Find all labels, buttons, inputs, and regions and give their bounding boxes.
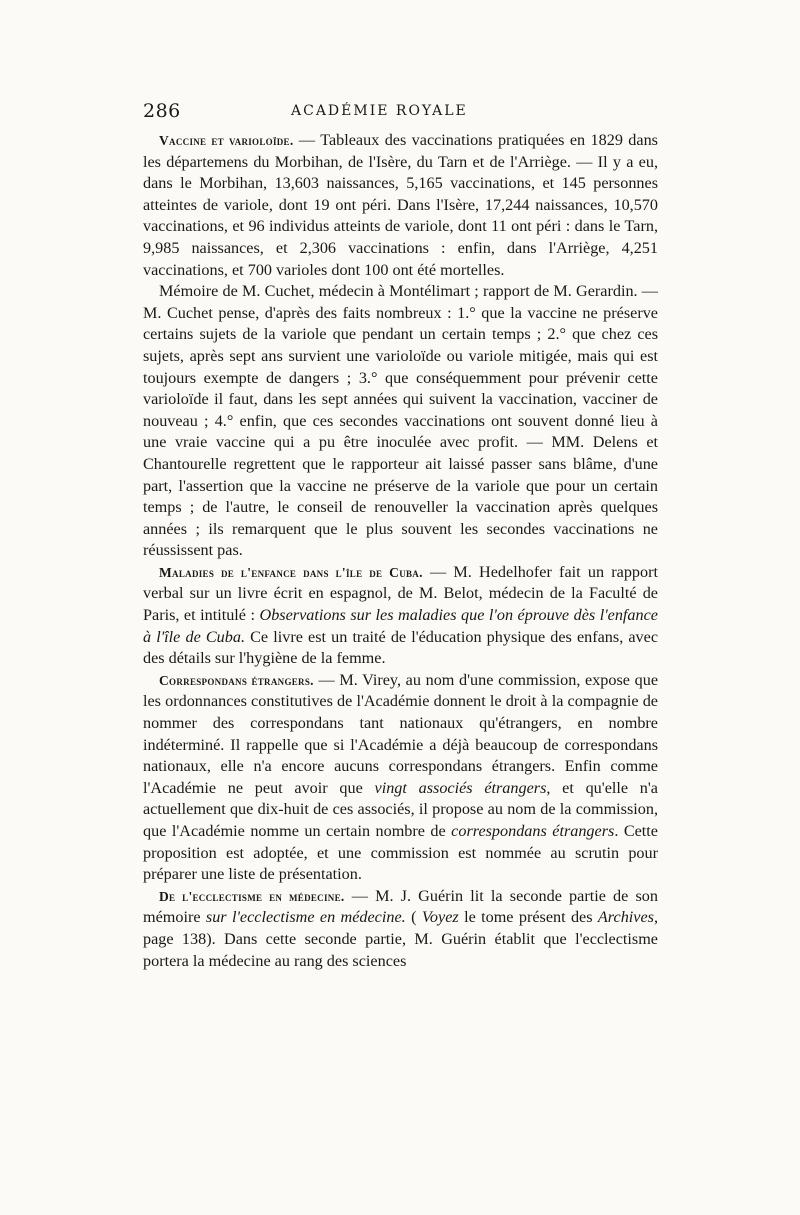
paragraph-text: , et qu'elle n'a actuellement que dix-huit de ces associés, il propose au nom de la commission, que l'Académie nomme un certain nombre de [143, 778, 658, 840]
paragraph-text: ( [405, 908, 422, 927]
paragraph-text: . Cette proposition est adoptée, et une commission est nommée au scrutin pour préparer une liste de présentation. [143, 822, 658, 884]
paragraph-vaccine [143, 130, 658, 281]
italic-phrase: sur l'ecclectisme en médecine. [205, 908, 406, 927]
page-header [143, 100, 663, 126]
running-head: ACADÉMIE ROYALE [291, 103, 468, 119]
italic-phrase: correspondans étrangers [451, 822, 615, 840]
paragraph-text: — Tableaux des vaccinations pratiquées en 1829 dans les départemens du Morbihan, de l'Isère, du Tarn et de l'Arriège. — Il y a eu, dans le Morbihan, 13,603 naissances, 5,165 vaccinations, et 145 personnes atteintes de variole, dont 19 ont péri. Dans l'Isère, 17,244 naissances, 10,570 vaccinations, et 96 individus atteints de variole, dont 11 ont péri : dans le Tarn, 9,985 naissances, et 2,306 vaccinations : enfin, dans l'Arriège, 4,251 vaccinations, et 700 varioles dont 100 ont été mortelles. [143, 131, 658, 279]
section-heading: Correspondans étrangers. [159, 672, 314, 688]
paragraph-text: Ce livre est un traité de l'éducation physique des enfans, avec des détails sur l'hygiène de la femme. [143, 627, 659, 668]
section-heading: Vaccine et varioloïde. [159, 133, 294, 148]
section-heading: Maladies de l'enfance dans l'île de Cuba. [159, 564, 423, 580]
italic-phrase: vingt associés étrangers [374, 778, 547, 797]
body-text [143, 130, 658, 972]
paragraph-text: , page 138). Dans cette seconde partie, M. Guérin établit que l'ecclectisme portera la médecine au rang des sciences [143, 908, 659, 970]
italic-phrase: Voyez [421, 908, 459, 927]
paragraph-text: le tome présent des [458, 908, 598, 927]
book-title: Observations sur les maladies que l'on éprouve dès l'enfance à l'île de Cuba. [143, 606, 658, 646]
section-heading: De l'ecclectisme en médecine. [159, 888, 345, 904]
paragraph-text: Mémoire de M. Cuchet, médecin à Montélimart ; rapport de M. Gerardin. — M. Cuchet pense, d'après des faits nombreux : 1.° que la vaccine ne préserve certains sujets de la variole que pendant un certain temps ; 2.° que chez ces sujets, après sept ans survient une varioloïde ou variole mitigée, mais qui est toujours exempte de dangers ; 3.° que conséquemment pour prévenir cette varioloïde il faut, dans les sept années qui suivent la vaccination, vacciner de nouveau ; 4.° enfin, que ces secondes vaccinations ont souvent donné lieu à une vraie vaccine qui a pu être inoculée avec profit. — MM. Delens et Chantourelle regrettent que le rapporteur ait laissé passer sans blâme, d'une part, l'assertion que la vaccine ne préserve de la variole que pour un certain temps ; de l'autre, le conseil de renouveller la vaccination après quelques années ; ils remarquent que le plus souvent les secondes vaccinations ne réussissent pas. [143, 282, 658, 560]
page-number: 286 [143, 100, 181, 122]
paragraph-cuchet-memoire [143, 281, 658, 562]
italic-phrase: Archives [597, 908, 654, 927]
paragraph-maladies-cuba [143, 562, 658, 670]
paragraph-text: — M. J. Guérin lit la seconde partie de son mémoire [143, 886, 658, 927]
paragraph-text: — M. Hedelhofer fait un rapport verbal sur un livre écrit en espagnol, de M. Belot, médecin de la Faculté de Paris, et intitulé : [143, 562, 658, 625]
paragraph-text: — M. Virey, au nom d'une commission, expose que les ordonnances constitutives de l'Académie donnent le droit à la compagnie de nommer des correspondans tant nationaux qu'étrangers, en nombre indéterminé. Il rappelle que si l'Académie a déjà beaucoup de correspondans nationaux, elle n'a encore aucuns correspondans étrangers. Enfin comme l'Académie ne peut avoir que [143, 670, 659, 797]
paragraph-ecclectisme [143, 886, 658, 972]
paragraph-correspondans [143, 670, 658, 886]
